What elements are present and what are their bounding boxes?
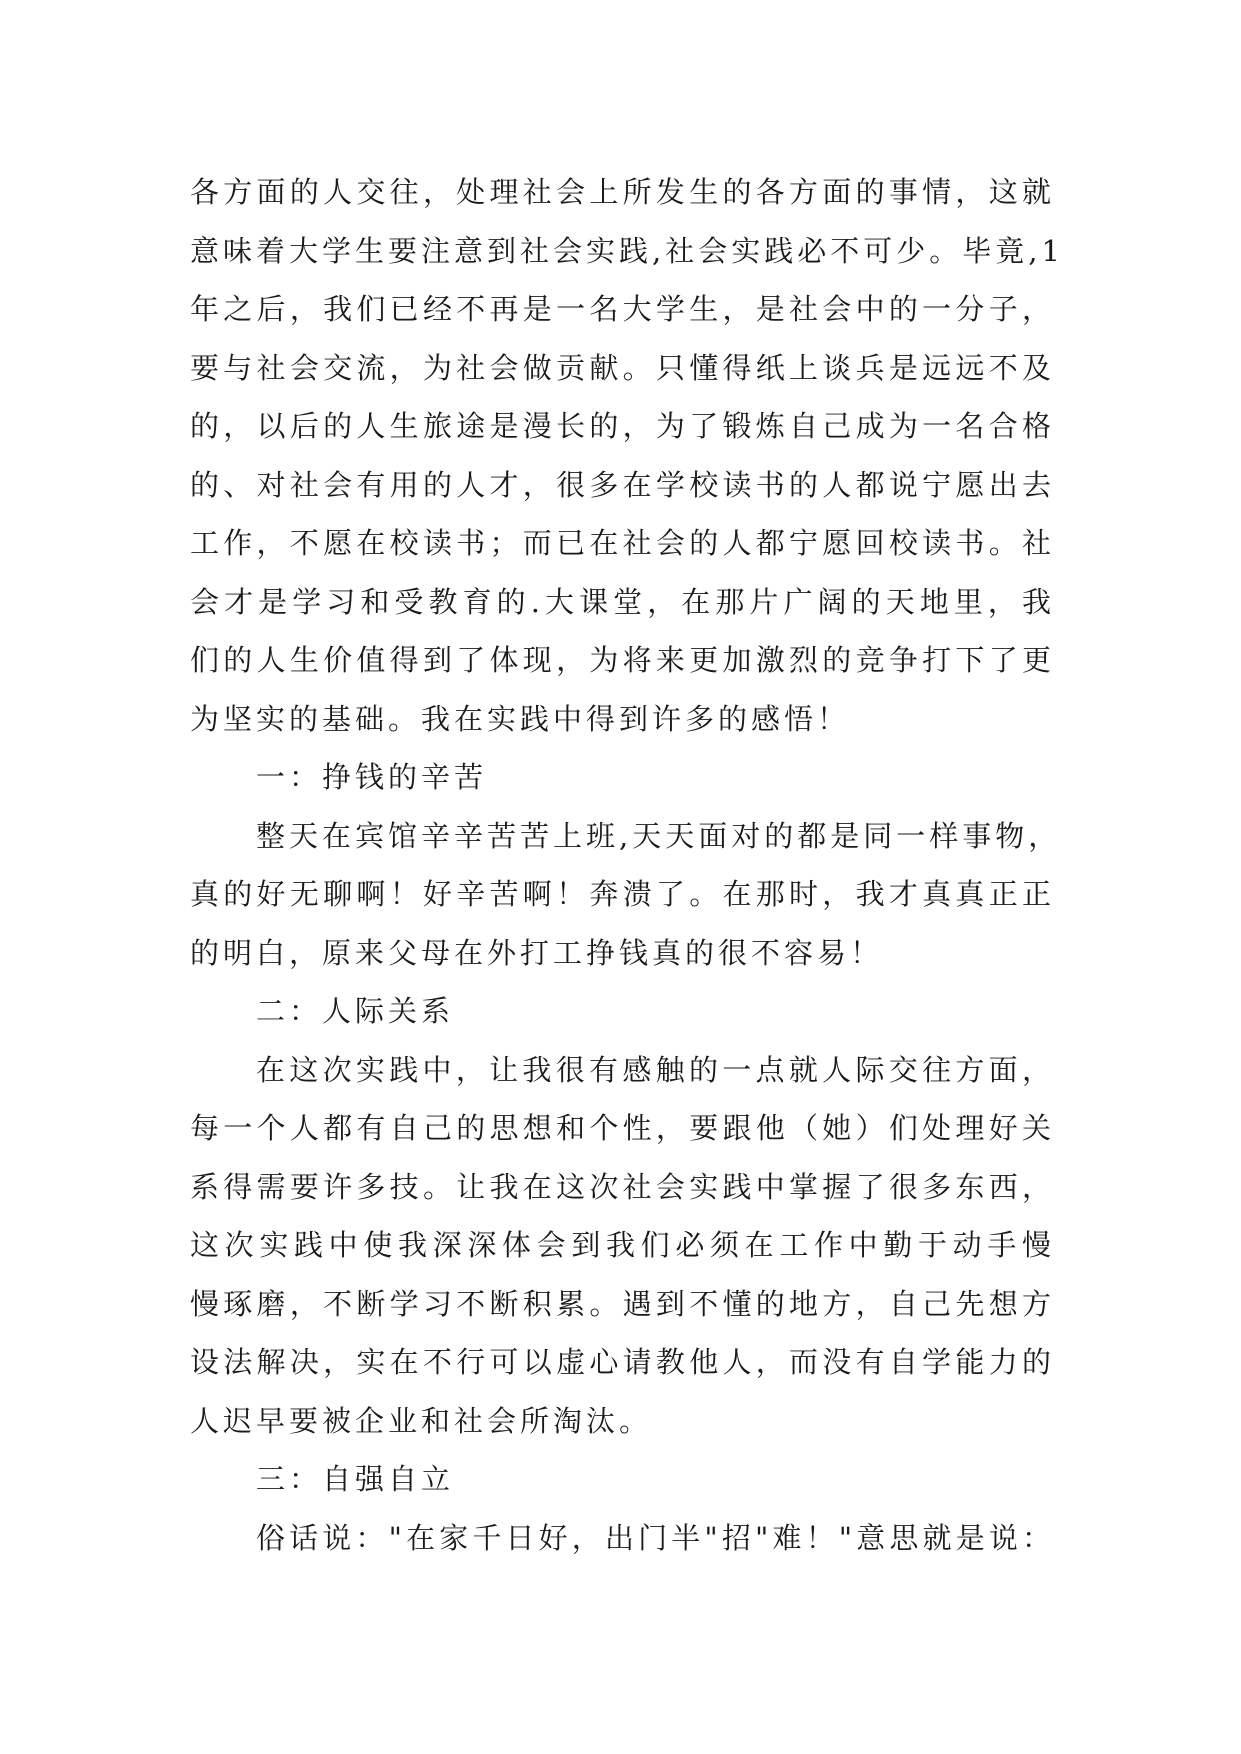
text-line: 的，以后的人生旅途是漫长的，为了锻炼自己成为一名合格: [190, 409, 1055, 443]
section-heading-3: 三：自强自立: [256, 1462, 455, 1496]
text-line: 慢琢磨，不断学习不断积累。遇到不懂的地方，自己先想方: [190, 1286, 1055, 1321]
text-line: 在这次实践中，让我很有感触的一点就人际交往方面，: [256, 1052, 1055, 1087]
text-line: 为坚实的基础。我在实践中得到许多的感悟！: [190, 701, 851, 736]
text-line: 的、对社会有用的人才，很多在学校读书的人都说宁愿出去: [190, 467, 1055, 502]
text-line: 每一个人都有自己的思想和个性，要跟他（她）们处理好关: [190, 1111, 1055, 1145]
text-line: 各方面的人交往，处理社会上所发生的各方面的事情，这就: [190, 175, 1055, 209]
text-line: 设法解决，实在不行可以虚心请教他人，而没有自学能力的: [190, 1345, 1055, 1379]
text-line: 系得需要许多技。让我在这次社会实践中掌握了很多东西，: [190, 1169, 1055, 1204]
text-line: 要与社会交流，为社会做贡献。只懂得纸上谈兵是远远不及: [190, 350, 1055, 385]
text-line: 们的人生价值得到了体现，为将来更加激烈的竞争打下了更: [190, 643, 1055, 677]
text-line: 意味着大学生要注意到社会实践,社会实践必不可少。毕竟,1: [190, 233, 1064, 268]
text-line: 整天在宾馆辛辛苦苦上班,天天面对的都是同一样事物，: [256, 818, 1062, 853]
text-line: 的明白，原来父母在外打工挣钱真的很不容易！: [190, 935, 884, 970]
text-line: 会才是学习和受教育的.大课堂，在那片广阔的天地里，我: [190, 584, 1055, 619]
text-line: 这次实践中使我深深体会到我们必须在工作中勤于动手慢: [190, 1228, 1055, 1262]
text-line: 年之后，我们已经不再是一名大学生，是社会中的一分子，: [190, 292, 1055, 326]
text-line: 人迟早要被企业和社会所淘汰。: [190, 1403, 653, 1438]
document-body: [190, 163, 1064, 1567]
text-line: 真的好无聊啊！好辛苦啊！奔溃了。在那时，我才真真正正: [190, 877, 1055, 911]
text-line: 工作，不愿在校读书；而已在社会的人都宁愿回校读书。社: [190, 526, 1055, 560]
section-heading-1: 一：挣钱的辛苦: [256, 760, 488, 794]
section-heading-2: 二：人际关系: [256, 994, 455, 1028]
text-line: 俗话说："在家千日好，出门半"招"难！"意思就是说：: [256, 1520, 1055, 1555]
